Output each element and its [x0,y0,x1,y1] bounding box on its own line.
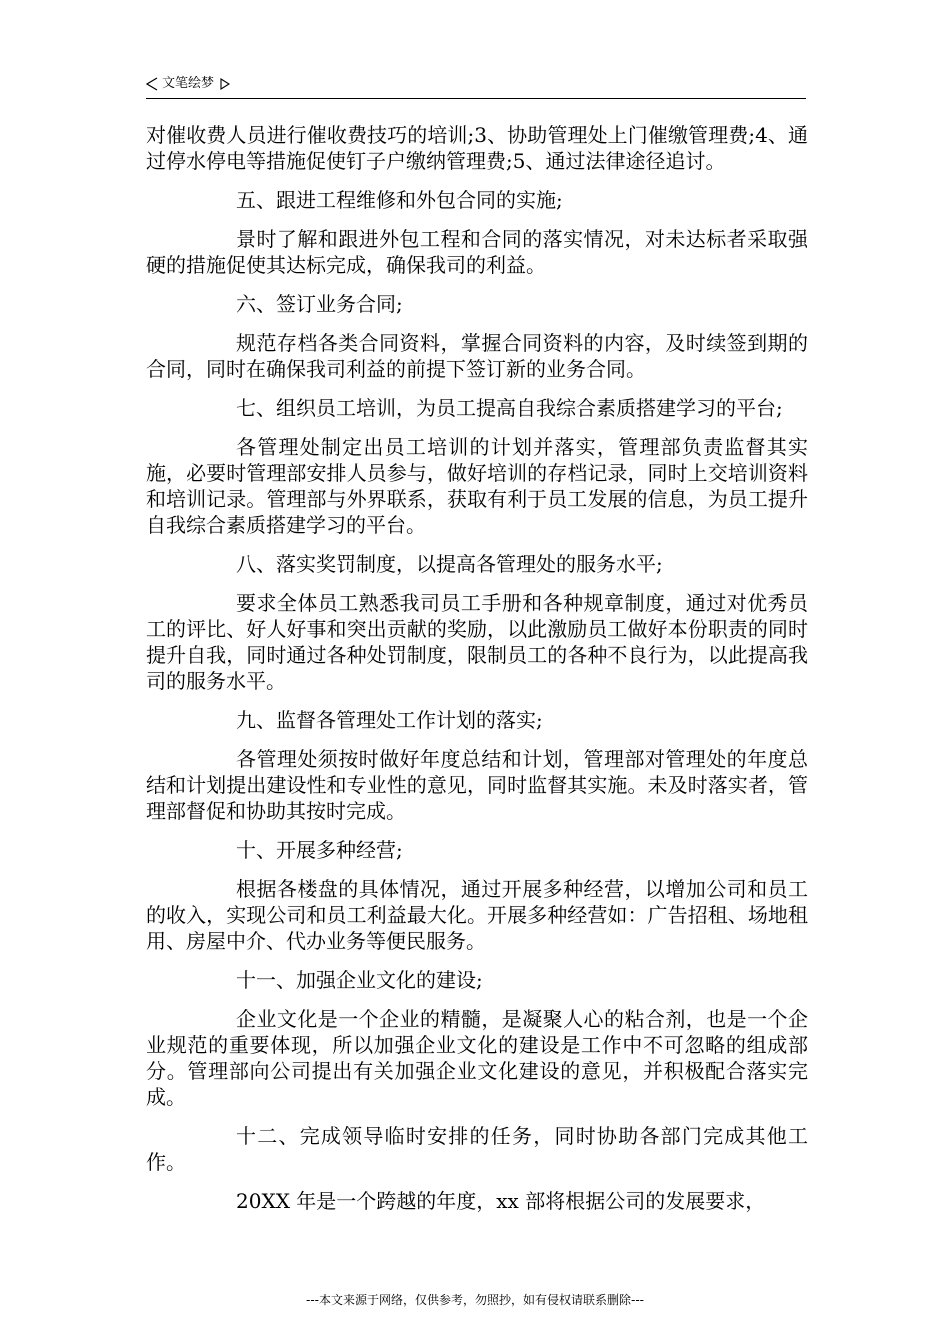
paragraph: 九、监督各管理处工作计划的落实; [236,708,543,732]
paragraph: 十、开展多种经营; [236,838,403,862]
paragraph: 七、组织员工培训，为员工提高自我综合素质搭建学习的平台; [236,396,783,420]
header-brand [146,75,230,93]
brand-label: 文笔绘梦 [162,76,215,91]
paragraph: 各管理处制定出员工培训的计划并落实，管理部负责监督其实施，必要时管理部安排人员参与，做好培训的存档记录，同时上交培训资料和培训记录。管理部与外界联系，获取有利于员工发展的信息，为员工提升自我综合素质搭建学习的平台。 [146,435,808,537]
paragraph: 20XX 年是一个跨越的年度，xx 部将根据公司的发展要求， [236,1189,766,1213]
paragraph: 八、落实奖罚制度，以提高各管理处的服务水平; [236,552,663,576]
paragraph: 根据各楼盘的具体情况，通过开展多种经营，以增加公司和员工的收入，实现公司和员工利益最大化。开展多种经营如：广告招租、场地租用、房屋中介、代办业务等便民服务。 [146,877,808,953]
paragraph: 景时了解和跟进外包工程和合同的落实情况，对未达标者采取强硬的措施促使其达标完成，确保我司的利益。 [146,227,808,277]
document-body [146,122,808,1227]
paragraph: 五、跟进工程维修和外包合同的实施; [236,188,563,212]
page-footer: ---本文来源于网络，仅供参考，勿照抄，如有侵权请联系删除--- [306,1293,644,1307]
paragraph: 六、签订业务合同; [236,292,403,316]
paragraph: 企业文化是一个企业的精髓，是凝聚人心的粘合剂，也是一个企业规范的重要体现，所以加强企业文化的建设是工作中不可忽略的组成部分。管理部向公司提出有关加强企业文化建设的意见，并积极配合落实完成。 [146,1007,808,1109]
paragraph: 各管理处须按时做好年度总结和计划，管理部对管理处的年度总结和计划提出建设性和专业性的意见，同时监督其实施。未及时落实者，管理部督促和协助其按时完成。 [146,747,808,823]
paragraph: 十二、完成领导临时安排的任务，同时协助各部门完成其他工作。 [146,1124,808,1174]
left-triangle-icon [146,77,158,91]
paragraph: 对催收费人员进行催收费技巧的培训;3、协助管理处上门催缴管理费;4、通过停水停电等措施促使钉子户缴纳管理费;5、通过法律途径追讨。 [146,123,808,173]
paragraph: 十一、加强企业文化的建设; [236,968,483,992]
paragraph: 要求全体员工熟悉我司员工手册和各种规章制度，通过对优秀员工的评比、好人好事和突出贡献的奖励，以此激励员工做好本份职责的同时提升自我，同时通过各种处罚制度，限制员工的各种不良行为，以此提高我司的服务水平。 [146,591,808,693]
page-header [146,74,806,99]
right-triangle-icon [220,78,230,90]
paragraph: 规范存档各类合同资料，掌握合同资料的内容，及时续签到期的合同，同时在确保我司利益的前提下签订新的业务合同。 [146,331,808,381]
